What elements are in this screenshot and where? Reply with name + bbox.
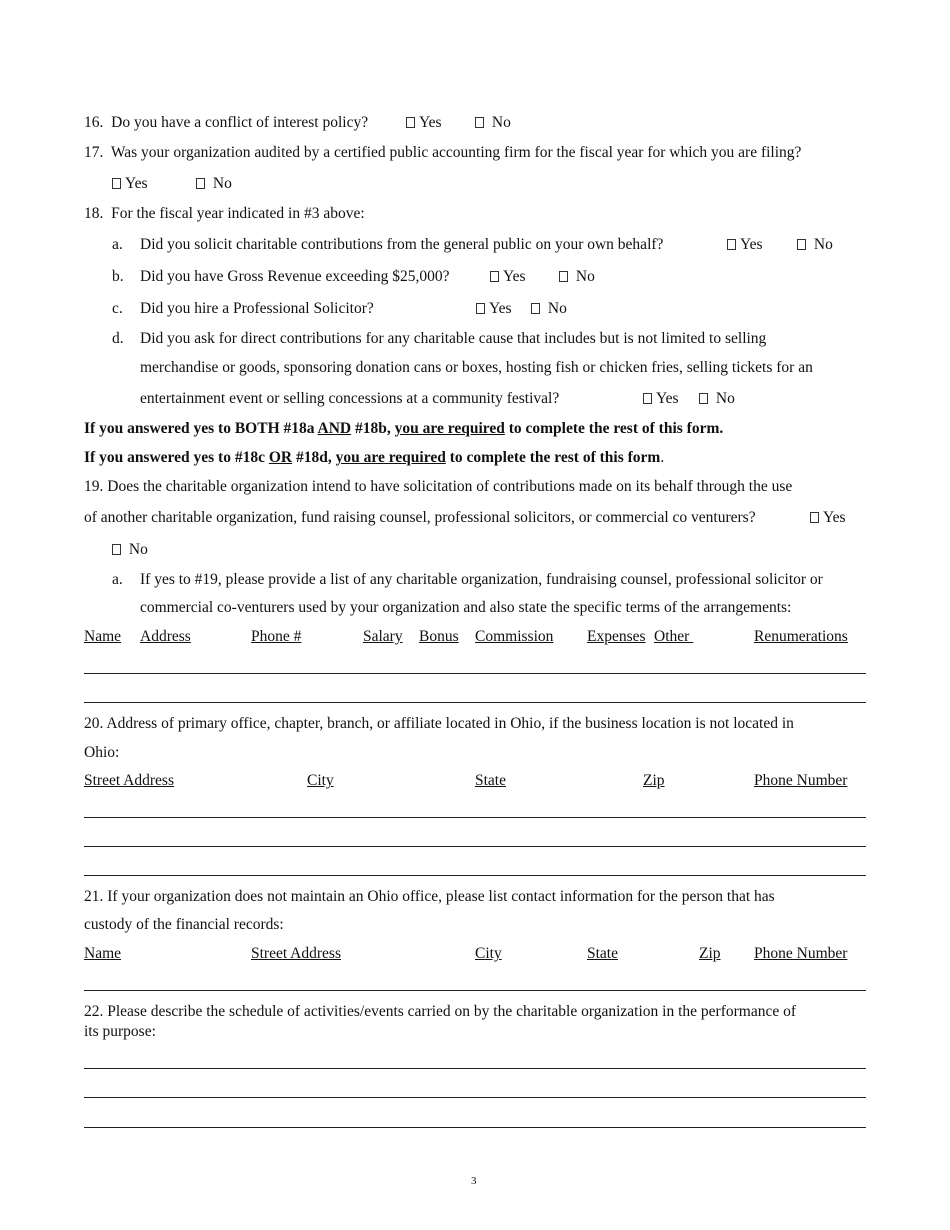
q18d-label: d.	[112, 330, 124, 347]
option-label: No	[813, 236, 833, 253]
q21-col-street-address: Street Address	[251, 945, 341, 962]
q18a-label: a.	[112, 236, 123, 253]
q21-col-state: State	[587, 945, 618, 962]
q18a-yes-option[interactable]	[727, 236, 763, 254]
q18b-label: b.	[112, 268, 124, 285]
q20-col-street-address: Street Address	[84, 772, 174, 789]
question-text: Do you have a conflict of interest policy?	[111, 114, 369, 131]
q19-col-phone: Phone #	[251, 628, 302, 645]
question-text: For the fiscal year indicated in #3 above:	[111, 205, 365, 222]
q18c-yes-option[interactable]	[476, 300, 512, 318]
q22-entry-line[interactable]	[84, 1097, 866, 1098]
option-label: No	[491, 114, 511, 131]
q16-no-option[interactable]	[475, 114, 511, 132]
question-number: 16.	[84, 114, 104, 131]
question-17	[84, 144, 801, 162]
q19a-text-line2: commercial co-venturers used by your organization and also state the specific terms of the arrangements:	[140, 599, 792, 616]
checkbox[interactable]	[490, 271, 499, 282]
q21-entry-line[interactable]	[84, 990, 866, 991]
option-label: Yes	[125, 175, 148, 192]
q20-entry-line[interactable]	[84, 846, 866, 847]
q22-entry-line[interactable]	[84, 1127, 866, 1128]
q19-col-commission: Commission	[475, 628, 554, 645]
q21-col-phone-number: Phone Number	[754, 945, 848, 962]
checkbox[interactable]	[727, 239, 736, 250]
q19-entry-line[interactable]	[84, 673, 866, 674]
q18a-no-option[interactable]	[797, 236, 833, 254]
notice-18ab: If you answered yes to BOTH #18a AND #18b, you are required to complete the rest of this form.	[84, 420, 724, 437]
option-label: No	[212, 175, 232, 192]
q21-col-city: City	[475, 945, 502, 962]
option-label: No	[715, 390, 735, 407]
q20-col-zip: Zip	[643, 772, 665, 789]
checkbox[interactable]	[112, 544, 121, 555]
checkbox[interactable]	[810, 512, 819, 523]
question-number: 18.	[84, 205, 104, 222]
option-label: No	[547, 300, 567, 317]
q20-entry-line[interactable]	[84, 817, 866, 818]
q19-col-salary: Salary	[363, 628, 403, 645]
checkbox[interactable]	[531, 303, 540, 314]
q17-no-option[interactable]	[196, 175, 232, 193]
option-label: Yes	[656, 390, 679, 407]
q18d-yes-option[interactable]	[643, 390, 679, 408]
q17-yes-option[interactable]	[112, 175, 148, 193]
q19-no-option[interactable]	[112, 541, 148, 559]
q22-entry-line[interactable]	[84, 1068, 866, 1069]
option-label: Yes	[823, 509, 846, 526]
q21-col-zip: Zip	[699, 945, 721, 962]
q20-col-phone-number: Phone Number	[754, 772, 848, 789]
option-label: No	[128, 541, 148, 558]
checkbox[interactable]	[699, 393, 708, 404]
question-21-line2: custody of the financial records:	[84, 916, 284, 933]
question-20-line2: Ohio:	[84, 744, 120, 761]
q19-col-name: Name	[84, 628, 122, 645]
q16-yes-option[interactable]	[406, 114, 442, 132]
page-number: 3	[471, 1175, 477, 1187]
question-20-line1: 20. Address of primary office, chapter, branch, or affiliate located in Ohio, if the business location is not located in	[84, 715, 794, 732]
q19a-text-line1: If yes to #19, please provide a list of any charitable organization, fundraising counsel, professional solicitor or	[140, 571, 823, 588]
q21-col-name: Name	[84, 945, 122, 962]
checkbox[interactable]	[475, 117, 484, 128]
q19-col-address: Address	[140, 628, 191, 645]
q18b-text: Did you have Gross Revenue exceeding $25,000?	[140, 268, 450, 285]
option-label: Yes	[503, 268, 526, 285]
q19-col-expenses: Expenses	[587, 628, 646, 645]
option-label: No	[575, 268, 595, 285]
checkbox[interactable]	[559, 271, 568, 282]
question-19-line2: of another charitable organization, fund raising counsel, professional solicitors, or commercial co venturers?	[84, 509, 756, 526]
question-21-line1: 21. If your organization does not maintain an Ohio office, please list contact information for the person that has	[84, 888, 775, 905]
q18d-no-option[interactable]	[699, 390, 735, 408]
q19-col-renumerations: Renumerations	[754, 628, 848, 645]
q18d-text-line3: entertainment event or selling concessions at a community festival?	[140, 390, 560, 407]
q18d-text-line1: Did you ask for direct contributions for any charitable cause that includes but is not limited to selling	[140, 330, 767, 347]
question-22-line2: its purpose:	[84, 1023, 156, 1040]
q18a-text: Did you solicit charitable contributions from the general public on your own behalf?	[140, 236, 664, 253]
checkbox[interactable]	[797, 239, 806, 250]
q18b-no-option[interactable]	[559, 268, 595, 286]
q20-col-state: State	[475, 772, 506, 789]
checkbox[interactable]	[196, 178, 205, 189]
option-label: Yes	[489, 300, 512, 317]
q19-col-bonus: Bonus	[419, 628, 459, 645]
q19-entry-line[interactable]	[84, 702, 866, 703]
q19-col-other: Other	[654, 628, 694, 645]
question-18	[84, 205, 365, 223]
q18c-text: Did you hire a Professional Solicitor?	[140, 300, 374, 317]
question-22-line1: 22. Please describe the schedule of activities/events carried on by the charitable organization in the performance of	[84, 1003, 797, 1020]
q18c-label: c.	[112, 300, 123, 317]
option-label: Yes	[740, 236, 763, 253]
question-19-line1: 19. Does the charitable organization intend to have solicitation of contributions made on its behalf through the use	[84, 478, 793, 495]
q18c-no-option[interactable]	[531, 300, 567, 318]
question-16	[84, 114, 368, 132]
checkbox[interactable]	[476, 303, 485, 314]
q18b-yes-option[interactable]	[490, 268, 526, 286]
q19-yes-option[interactable]	[810, 509, 846, 527]
checkbox[interactable]	[406, 117, 415, 128]
option-label: Yes	[419, 114, 442, 131]
q20-col-city: City	[307, 772, 334, 789]
checkbox[interactable]	[112, 178, 121, 189]
q19a-label: a.	[112, 571, 123, 588]
q20-entry-line[interactable]	[84, 875, 866, 876]
question-number: 17.	[84, 144, 104, 161]
question-text: Was your organization audited by a certified public accounting firm for the fiscal year for which you are filing?	[110, 144, 802, 161]
checkbox[interactable]	[643, 393, 652, 404]
q18d-text-line2: merchandise or goods, sponsoring donation cans or boxes, hosting fish or chicken fries, selling tickets for an	[140, 359, 813, 376]
notice-18cd: If you answered yes to #18c OR #18d, you are required to complete the rest of this form.	[84, 449, 665, 466]
